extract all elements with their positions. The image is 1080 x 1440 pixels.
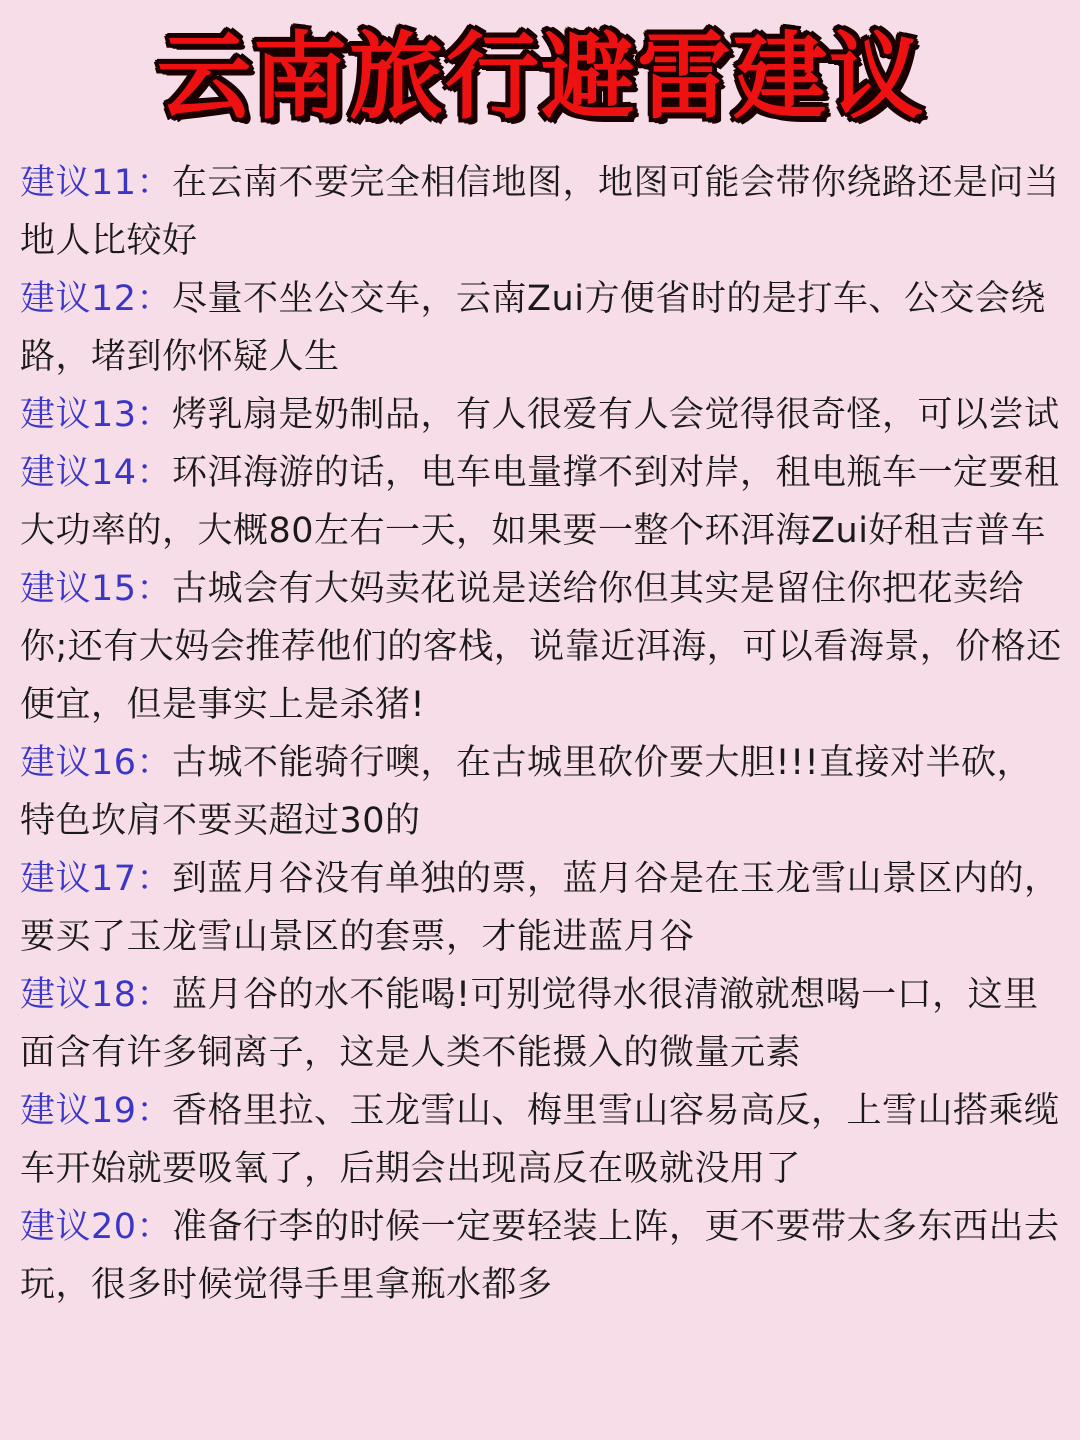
tip-item bbox=[20, 966, 1062, 1082]
tip-label: 建议20： bbox=[20, 1207, 173, 1247]
page-title: 云南旅行避雷建议 bbox=[156, 23, 925, 132]
tip-text: 环洱海游的话，电车电量撑不到对岸，租电瓶车一定要租大功率的，大概80左右一天，如果要一整个环洱海Zui好租吉普车 bbox=[20, 453, 1060, 551]
tip-label: 建议16： bbox=[20, 743, 173, 783]
tip-text: 在云南不要完全相信地图，地图可能会带你绕路还是问当地人比较好 bbox=[20, 163, 1060, 261]
tip-text: 烤乳扇是奶制品，有人很爱有人会觉得很奇怪，可以尝试 bbox=[172, 395, 1060, 435]
tip-text: 香格里拉、玉龙雪山、梅里雪山容易高反，上雪山搭乘缆车开始就要吸氧了，后期会出现高反在吸就没用了 bbox=[20, 1091, 1060, 1189]
tip-text: 到蓝月谷没有单独的票，蓝月谷是在玉龙雪山景区内的，要买了玉龙雪山景区的套票，才能进蓝月谷 bbox=[20, 859, 1060, 957]
tip-item bbox=[20, 850, 1062, 966]
tip-label: 建议17： bbox=[20, 859, 173, 899]
tip-item bbox=[20, 444, 1062, 560]
tip-item bbox=[20, 560, 1062, 734]
tip-text: 尽量不坐公交车，云南Zui方便省时的是打车、公交会绕路，堵到你怀疑人生 bbox=[20, 279, 1046, 377]
tip-text: 古城会有大妈卖花说是送给你但其实是留住你把花卖给你;还有大妈会推荐他们的客栈，说靠近洱海，可以看海景，价格还便宜，但是事实上是杀猪! bbox=[20, 569, 1062, 725]
tip-label: 建议14： bbox=[20, 453, 173, 493]
tips-list bbox=[20, 154, 1062, 1314]
tip-item bbox=[20, 270, 1062, 386]
tip-text: 古城不能骑行噢，在古城里砍价要大胆!!!直接对半砍，特色坎肩不要买超过30的 bbox=[20, 743, 1033, 841]
tip-item bbox=[20, 386, 1062, 444]
tip-item bbox=[20, 154, 1062, 270]
tip-text: 蓝月谷的水不能喝!可别觉得水很清澈就想喝一口，这里面含有许多铜离子，这是人类不能摄入的微量元素 bbox=[20, 975, 1039, 1073]
tip-label: 建议19： bbox=[20, 1091, 173, 1131]
tip-label: 建议12： bbox=[20, 279, 173, 319]
tip-item bbox=[20, 1198, 1062, 1314]
tip-text: 准备行李的时候一定要轻装上阵，更不要带太多东西出去玩，很多时候觉得手里拿瓶水都多 bbox=[20, 1207, 1060, 1305]
tip-item bbox=[20, 734, 1062, 850]
tip-item bbox=[20, 1082, 1062, 1198]
tip-label: 建议15： bbox=[20, 569, 173, 609]
tip-label: 建议13： bbox=[20, 395, 173, 435]
tip-label: 建议11： bbox=[20, 163, 173, 203]
tip-label: 建议18： bbox=[20, 975, 173, 1015]
